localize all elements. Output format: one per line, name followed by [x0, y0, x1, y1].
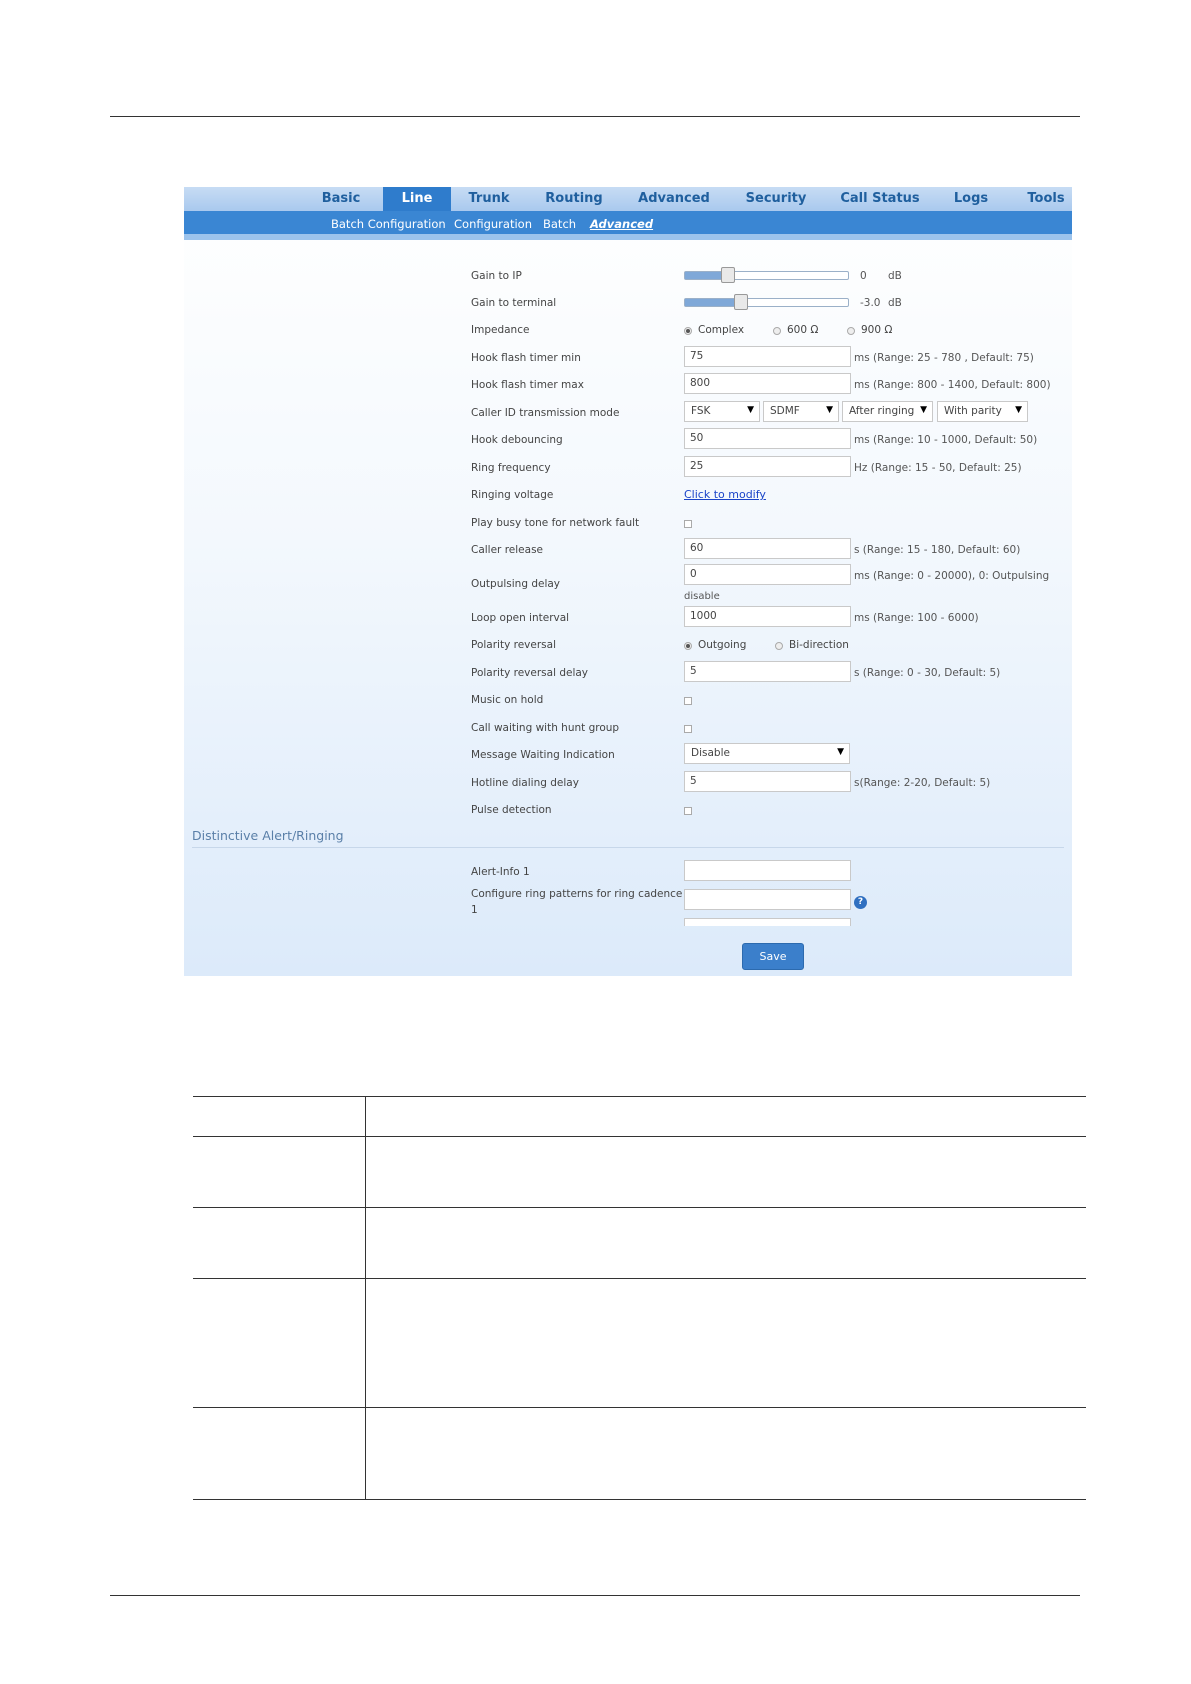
- gain-to-ip-slider[interactable]: [684, 271, 849, 280]
- loop-open-interval-input[interactable]: 1000: [684, 606, 851, 627]
- busy-tone-label: Play busy tone for network fault: [471, 517, 640, 529]
- polarity-outgoing-label: Outgoing: [698, 639, 747, 651]
- web-config-panel: [184, 187, 1072, 976]
- alert-info-1-input[interactable]: [684, 860, 851, 881]
- caller-id-format-select[interactable]: [763, 401, 839, 422]
- caller-id-parity-select[interactable]: [937, 401, 1028, 422]
- gain-to-ip-unit: dB: [888, 270, 902, 282]
- tab-advanced[interactable]: Advanced: [638, 191, 710, 206]
- tab-security[interactable]: Security: [745, 191, 807, 206]
- pulse-detection-checkbox[interactable]: [684, 807, 692, 815]
- call-waiting-hunt-checkbox[interactable]: [684, 725, 692, 733]
- ring-frequency-input[interactable]: 25: [684, 456, 851, 477]
- alert-info-2-input-partial[interactable]: [684, 918, 851, 926]
- hotline-delay-input[interactable]: 5: [684, 771, 851, 792]
- caller-release-input[interactable]: 60: [684, 538, 851, 559]
- mwi-select[interactable]: [684, 743, 850, 764]
- description-table: [193, 1096, 1086, 1500]
- mwi-value: Disable: [691, 747, 730, 759]
- table-column-divider: [365, 1096, 366, 1500]
- hook-flash-min-input[interactable]: 75: [684, 346, 851, 367]
- caller-id-signal-value: FSK: [691, 405, 711, 417]
- loop-open-interval-label: Loop open interval: [471, 612, 570, 624]
- polarity-reversal-delay-hint: s (Range: 0 - 30, Default: 5): [854, 667, 1001, 679]
- table-rule: [193, 1136, 1086, 1137]
- ring-frequency-label: Ring frequency: [471, 462, 551, 474]
- caller-id-timing-value: After ringing: [849, 405, 915, 417]
- hook-flash-min-label: Hook flash timer min: [471, 352, 581, 364]
- impedance-900-label: 900 Ω: [861, 324, 893, 336]
- outpulsing-delay-input[interactable]: 0: [684, 564, 851, 585]
- impedance-600-label: 600 Ω: [787, 324, 819, 336]
- tab-trunk[interactable]: Trunk: [468, 191, 510, 206]
- gain-to-ip-value: 0: [860, 270, 867, 282]
- hook-flash-min-hint: ms (Range: 25 - 780 , Default: 75): [854, 352, 1034, 364]
- hook-flash-max-label: Hook flash timer max: [471, 379, 584, 391]
- alert-info-1-label: Alert-Info 1: [471, 866, 530, 878]
- sub-nav: [184, 211, 1072, 240]
- ring-pattern-1-label: Configure ring patterns for ring cadence: [471, 888, 683, 900]
- chevron-down-icon: ▼: [920, 405, 927, 415]
- call-waiting-hunt-label: Call waiting with hunt group: [471, 722, 620, 734]
- distinctive-section-title: Distinctive Alert/Ringing: [192, 828, 344, 843]
- save-button[interactable]: Save: [742, 943, 804, 970]
- gain-to-terminal-value: -3.0: [860, 297, 881, 309]
- loop-open-interval-hint: ms (Range: 100 - 6000): [854, 612, 979, 624]
- hook-debouncing-label: Hook debouncing: [471, 434, 563, 446]
- hotline-delay-hint: s(Range: 2-20, Default: 5): [854, 777, 991, 789]
- help-icon[interactable]: ?: [854, 896, 867, 909]
- tab-tools[interactable]: Tools: [1027, 191, 1065, 206]
- mwi-label: Message Waiting Indication: [471, 749, 615, 761]
- caller-id-signal-select[interactable]: [684, 401, 760, 422]
- table-rule: [193, 1096, 1086, 1097]
- footer-rule: [110, 1595, 1080, 1596]
- caller-id-mode-label: Caller ID transmission mode: [471, 407, 620, 419]
- top-nav: [184, 187, 1072, 211]
- tab-line[interactable]: Line: [383, 187, 451, 211]
- table-rule: [193, 1207, 1086, 1208]
- caller-id-format-value: SDMF: [770, 405, 800, 417]
- outpulsing-delay-label: Outpulsing delay: [471, 578, 561, 590]
- caller-release-label: Caller release: [471, 544, 544, 556]
- tab-routing[interactable]: Routing: [545, 191, 603, 206]
- impedance-900-radio[interactable]: [847, 327, 855, 335]
- subtab-batch[interactable]: Batch: [543, 217, 577, 231]
- table-rule: [193, 1278, 1086, 1279]
- gain-to-terminal-slider[interactable]: [684, 298, 849, 307]
- impedance-600-radio[interactable]: [773, 327, 781, 335]
- hook-debouncing-hint: ms (Range: 10 - 1000, Default: 50): [854, 434, 1038, 446]
- impedance-complex-radio[interactable]: [684, 327, 692, 335]
- subtab-configuration[interactable]: Configuration: [454, 217, 532, 231]
- table-rule: [193, 1499, 1086, 1500]
- pulse-detection-label: Pulse detection: [471, 804, 552, 816]
- tab-basic[interactable]: Basic: [321, 191, 361, 206]
- outpulsing-delay-hint-cont: disable: [684, 591, 720, 602]
- ring-frequency-hint: Hz (Range: 15 - 50, Default: 25): [854, 462, 1022, 474]
- gain-to-terminal-label: Gain to terminal: [471, 297, 557, 309]
- tab-call-status[interactable]: Call Status: [840, 191, 920, 206]
- hook-debouncing-input[interactable]: 50: [684, 428, 851, 449]
- polarity-reversal-delay-label: Polarity reversal delay: [471, 667, 589, 679]
- ringing-voltage-modify-link[interactable]: Click to modify: [684, 488, 766, 501]
- chevron-down-icon: ▼: [837, 747, 844, 757]
- section-divider: [192, 847, 1064, 848]
- ring-pattern-1-label-cont: 1: [471, 904, 478, 916]
- polarity-reversal-label: Polarity reversal: [471, 639, 556, 651]
- impedance-label: Impedance: [471, 324, 530, 336]
- gain-to-ip-label: Gain to IP: [471, 270, 522, 282]
- polarity-bidirection-radio[interactable]: [775, 642, 783, 650]
- chevron-down-icon: ▼: [747, 405, 754, 415]
- hook-flash-max-hint: ms (Range: 800 - 1400, Default: 800): [854, 379, 1051, 391]
- music-on-hold-label: Music on hold: [471, 694, 544, 706]
- polarity-outgoing-radio[interactable]: [684, 642, 692, 650]
- music-on-hold-checkbox[interactable]: [684, 697, 692, 705]
- gain-to-terminal-unit: dB: [888, 297, 902, 309]
- outpulsing-delay-hint: ms (Range: 0 - 20000), 0: Outpulsing: [854, 570, 1050, 582]
- caller-release-hint: s (Range: 15 - 180, Default: 60): [854, 544, 1021, 556]
- caller-id-timing-select[interactable]: [842, 401, 933, 422]
- gain-to-ip-slider-handle[interactable]: [721, 267, 735, 283]
- header-rule: [110, 116, 1080, 117]
- gain-to-terminal-slider-handle[interactable]: [734, 294, 748, 310]
- tab-logs[interactable]: Logs: [953, 191, 989, 206]
- chevron-down-icon: ▼: [826, 405, 833, 415]
- caller-id-parity-value: With parity: [944, 405, 1002, 417]
- polarity-bidirection-label: Bi-direction: [789, 639, 849, 651]
- subtab-advanced[interactable]: Advanced: [590, 217, 654, 231]
- ring-pattern-1-input[interactable]: [684, 889, 851, 910]
- hook-flash-max-input[interactable]: 800: [684, 373, 851, 394]
- chevron-down-icon: ▼: [1015, 405, 1022, 415]
- impedance-complex-label: Complex: [698, 324, 745, 336]
- ringing-voltage-label: Ringing voltage: [471, 489, 554, 501]
- polarity-reversal-delay-input[interactable]: 5: [684, 661, 851, 682]
- subtab-batch-configuration[interactable]: Batch Configuration: [331, 217, 446, 231]
- hotline-delay-label: Hotline dialing delay: [471, 777, 579, 789]
- busy-tone-checkbox[interactable]: [684, 520, 692, 528]
- table-rule: [193, 1407, 1086, 1408]
- gain-to-terminal-slider-fill: [685, 299, 741, 306]
